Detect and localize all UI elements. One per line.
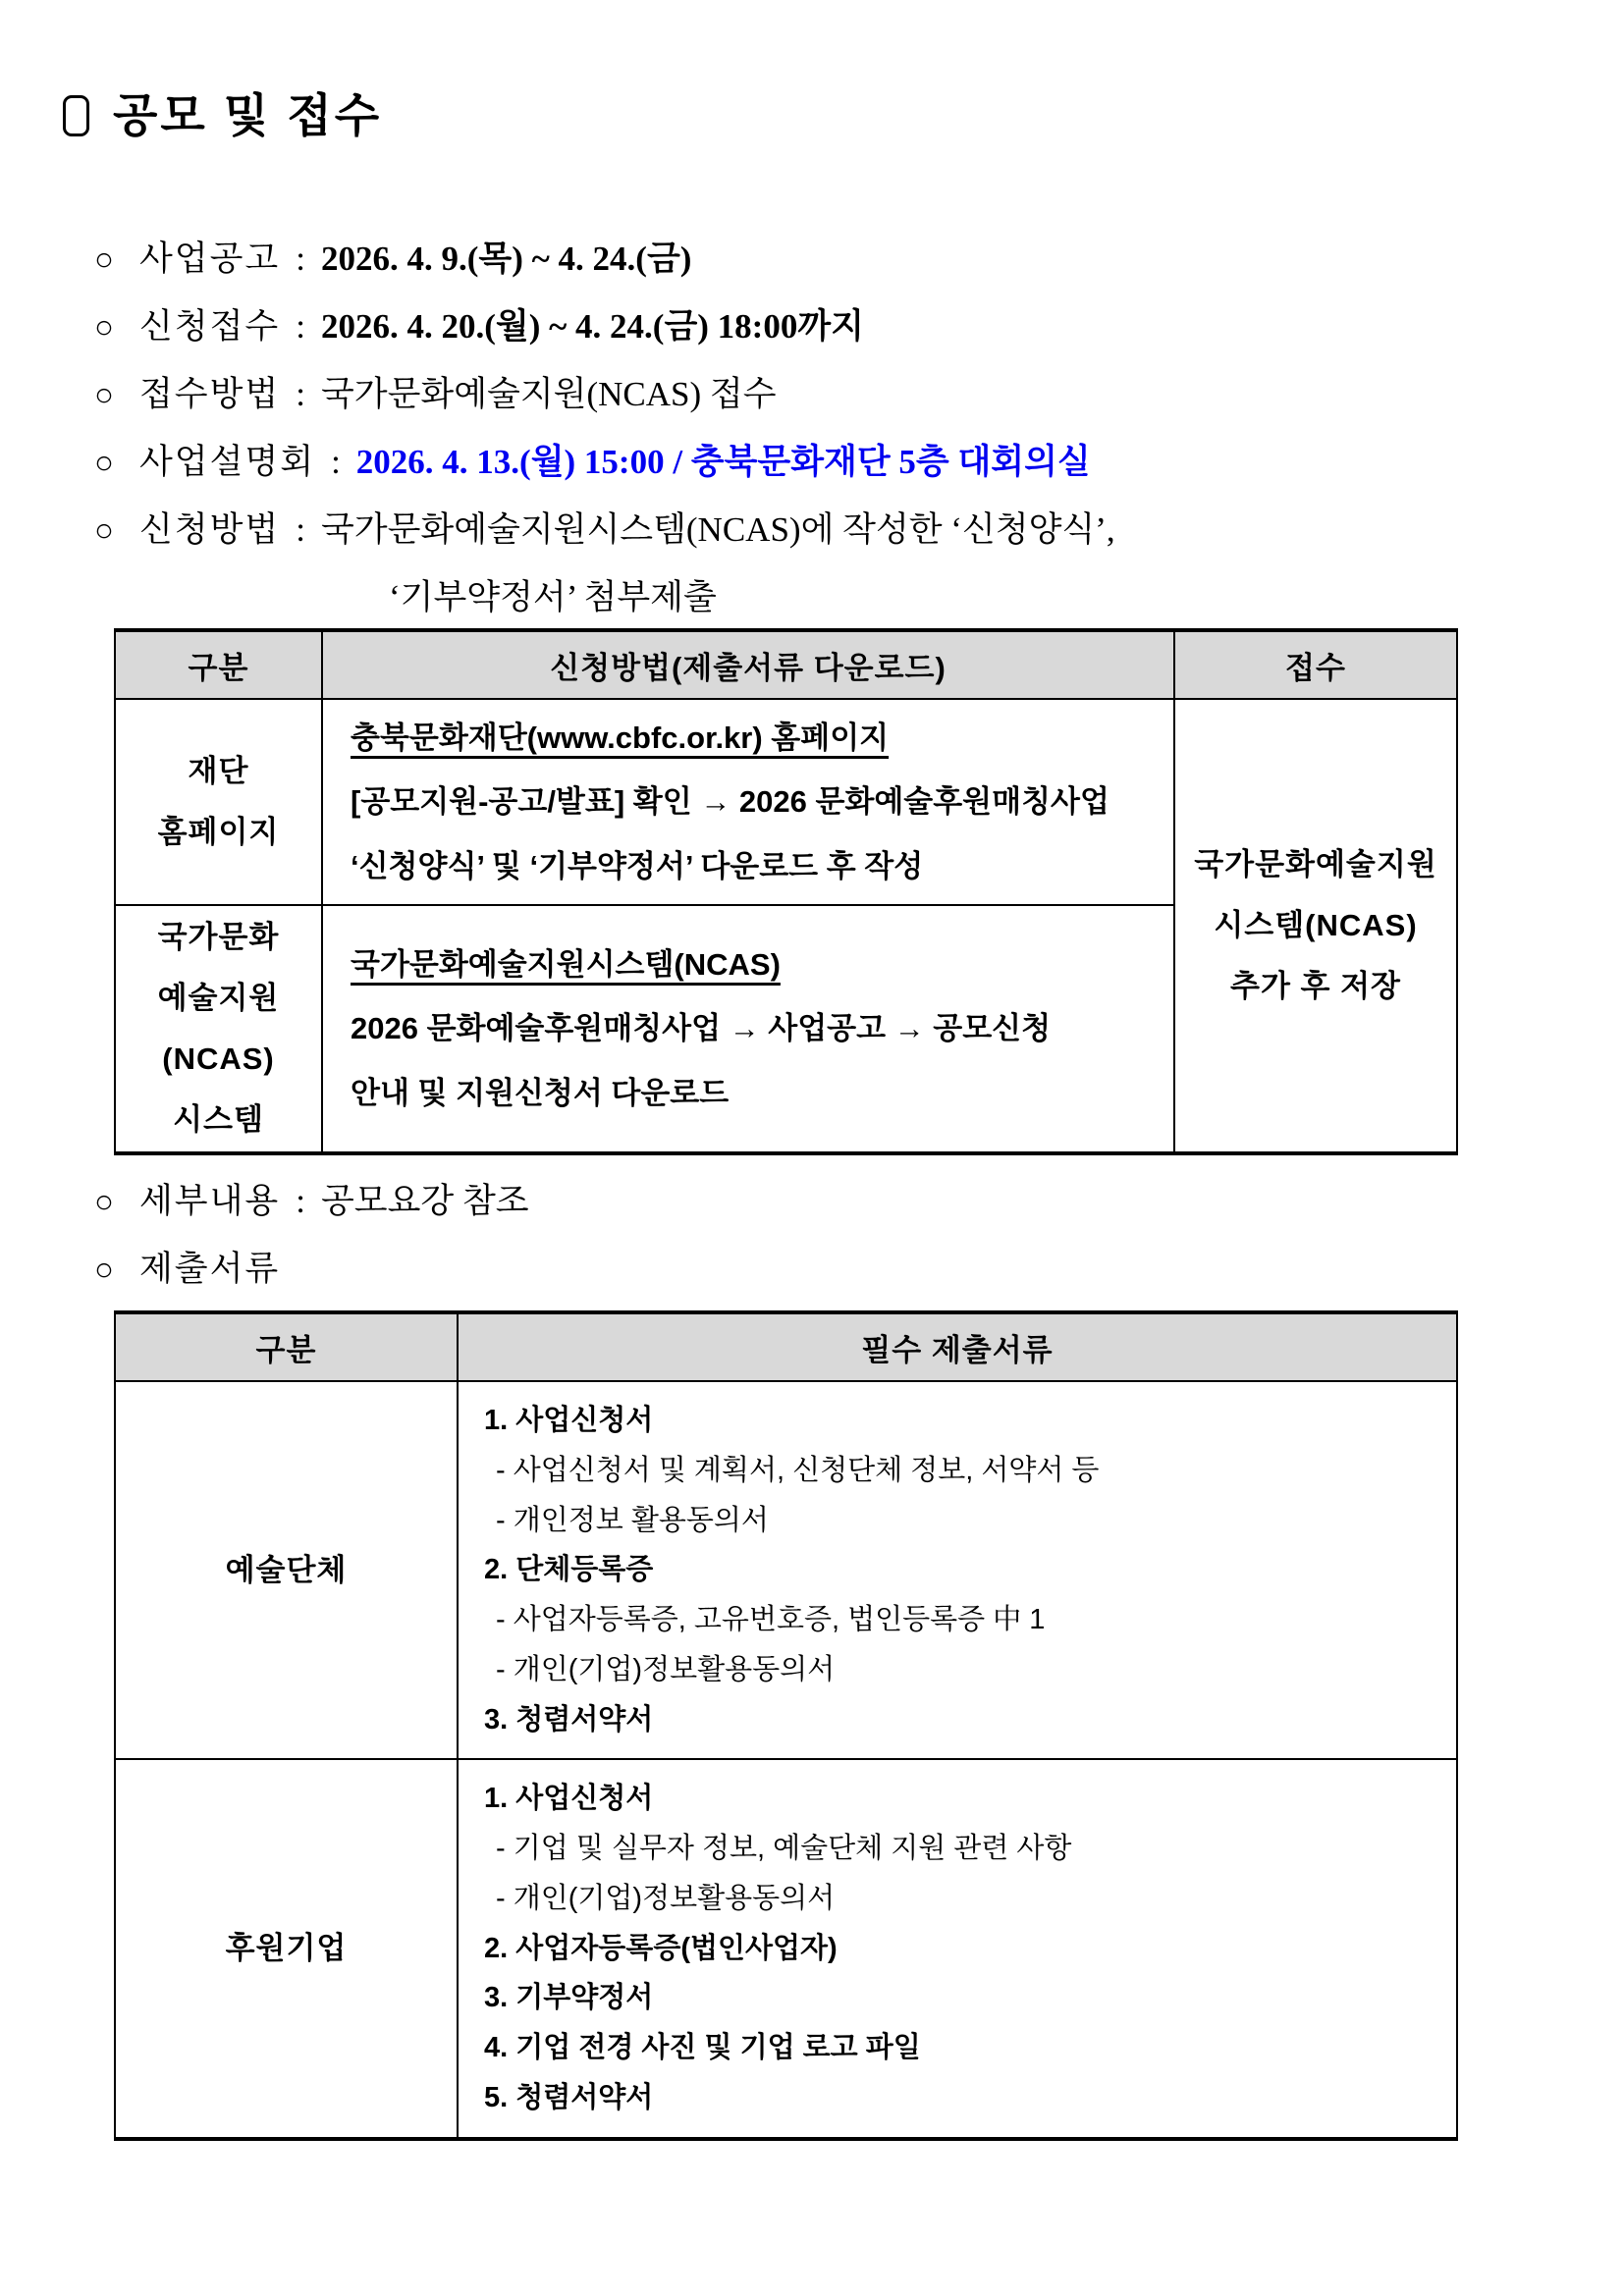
doc-subitem: - 사업자등록증, 고유번호증, 법인등록증 中 1 (496, 1604, 1046, 1635)
header-cell-method: 신청방법(제출서류 다운로드) (322, 630, 1174, 699)
bullet-value: 2026. 4. 20.(월) ~ 4. 24.(금) 18:00까지 (320, 307, 864, 346)
category-cell (115, 905, 322, 1153)
method-cell (322, 905, 1174, 1153)
method-cell (322, 699, 1174, 905)
bullet-item-documents (94, 1242, 1272, 1291)
required-documents-table (114, 1310, 1458, 2141)
category-line: 재단 (188, 754, 249, 788)
header-cell-required-docs: 필수 제출서류 (458, 1312, 1457, 1381)
doc-subitem: - 개인(기업)정보활용동의서 (496, 1653, 836, 1685)
table-row-sponsor-company (115, 1759, 1457, 2138)
reception-line: 국가문화예술지원 (1194, 847, 1437, 881)
category-cell: 예술단체 (115, 1381, 458, 1759)
category-line: (NCAS) (162, 1041, 275, 1076)
header-cell-category: 구분 (115, 630, 322, 699)
circle-bullet-icon: ○ (94, 446, 114, 481)
bullet-label: 사업공고 (139, 240, 281, 278)
doc-subitem: - 개인정보 활용동의서 (496, 1504, 769, 1536)
bullet-item-briefing-session (94, 435, 1567, 484)
bullet-label: 제출서류 (139, 1250, 281, 1288)
bullet-value: 국가문화예술지원(NCAS) 접수 (320, 375, 777, 413)
reception-line: 시스템(NCAS) (1214, 908, 1418, 942)
section-title (63, 89, 383, 141)
bullet-label: 신청방법 (139, 510, 281, 549)
bullet-list (94, 232, 1567, 638)
bullet-colon: : (296, 1182, 305, 1220)
category-line: 국가문화 (157, 920, 280, 954)
doc-item: 2. 사업자등록증(법인사업자) (484, 1932, 838, 1964)
method-title-underlined: 충북문화재단(www.cbfc.or.kr) 홈페이지 (351, 721, 890, 756)
reception-line: 추가 후 저장 (1230, 969, 1401, 1003)
bullet-list-secondary (94, 1174, 1272, 1309)
table-row-art-group (115, 1381, 1457, 1759)
circle-bullet-icon: ○ (94, 378, 114, 413)
doc-subitem: - 사업신청서 및 계획서, 신청단체 정보, 서약서 등 (496, 1454, 1100, 1486)
bullet-label: 접수방법 (139, 375, 281, 413)
bullet-value-continuation: ‘기부약정서’ 첨부제출 (389, 578, 717, 616)
method-line: ‘신청양식’ 및 ‘기부약정서’ 다운로드 후 작성 (351, 848, 924, 883)
category-line: 예술지원 (157, 981, 280, 1015)
doc-subitem: - 기업 및 실무자 정보, 예술단체 지원 관련 사항 (496, 1833, 1072, 1864)
bullet-colon: : (296, 307, 305, 346)
circle-bullet-icon: ○ (94, 310, 114, 346)
bullet-colon: : (296, 510, 305, 549)
bullet-colon: : (331, 443, 341, 481)
table-header-row (115, 1312, 1457, 1381)
bullet-item-application-period (94, 299, 1567, 348)
method-title-underlined: 국가문화예술지원시스템(NCAS) (351, 947, 781, 983)
doc-subitem: - 개인(기업)정보활용동의서 (496, 1882, 836, 1914)
doc-item: 1. 사업신청서 (484, 1405, 654, 1436)
method-line: [공모지원-공고/발표] 확인 → 2026 문화예술후원매칭사업 (351, 784, 1109, 820)
bullet-value-highlighted: 2026. 4. 13.(월) 15:00 / 충북문화재단 5층 대회의실 (355, 443, 1091, 481)
category-line: 홈페이지 (157, 815, 280, 849)
header-cell-reception: 접수 (1174, 630, 1457, 699)
documents-cell (458, 1759, 1457, 2138)
bullet-label: 사업설명회 (139, 443, 316, 481)
bullet-label: 신청접수 (139, 307, 281, 346)
table-row-foundation-homepage (115, 699, 1457, 905)
method-line: 안내 및 지원신청서 다운로드 (351, 1075, 730, 1110)
reception-cell (1174, 699, 1457, 1153)
bullet-item-announcement (94, 232, 1567, 281)
bullet-colon: : (296, 375, 305, 413)
bullet-value: 2026. 4. 9.(목) ~ 4. 24.(금) (320, 240, 692, 278)
doc-item: 3. 기부약정서 (484, 1982, 654, 2014)
bullet-item-details (94, 1174, 1272, 1223)
circle-bullet-icon: ○ (94, 1185, 114, 1220)
doc-item: 3. 청렴서약서 (484, 1703, 654, 1735)
category-cell: 후원기업 (115, 1759, 458, 2138)
category-line: 시스템 (173, 1102, 264, 1137)
bullet-item-application-method (94, 503, 1567, 552)
header-cell-category: 구분 (115, 1312, 458, 1381)
square-checkbox-icon (63, 95, 89, 136)
bullet-label: 세부내용 (139, 1182, 281, 1220)
circle-bullet-icon: ○ (94, 513, 114, 549)
application-method-table (114, 628, 1458, 1155)
circle-bullet-icon: ○ (94, 1253, 114, 1288)
method-line: 2026 문화예술후원매칭사업 → 사업공고 → 공모신청 (351, 1011, 1052, 1046)
doc-item: 5. 청렴서약서 (484, 2081, 654, 2113)
bullet-value: 공모요강 참조 (320, 1182, 529, 1220)
circle-bullet-icon: ○ (94, 242, 114, 278)
bullet-item-reception-method (94, 367, 1567, 416)
doc-item: 1. 사업신청서 (484, 1783, 654, 1815)
table-header-row (115, 630, 1457, 699)
category-cell (115, 699, 322, 905)
documents-cell (458, 1381, 1457, 1759)
page-title: 공모 및 접수 (113, 89, 383, 141)
bullet-colon: : (296, 240, 305, 278)
bullet-value: 국가문화예술지원시스템(NCAS)에 작성한 ‘신청양식’, (320, 510, 1115, 549)
doc-item: 4. 기업 전경 사진 및 기업 로고 파일 (484, 2032, 921, 2063)
doc-item: 2. 단체등록증 (484, 1554, 654, 1586)
